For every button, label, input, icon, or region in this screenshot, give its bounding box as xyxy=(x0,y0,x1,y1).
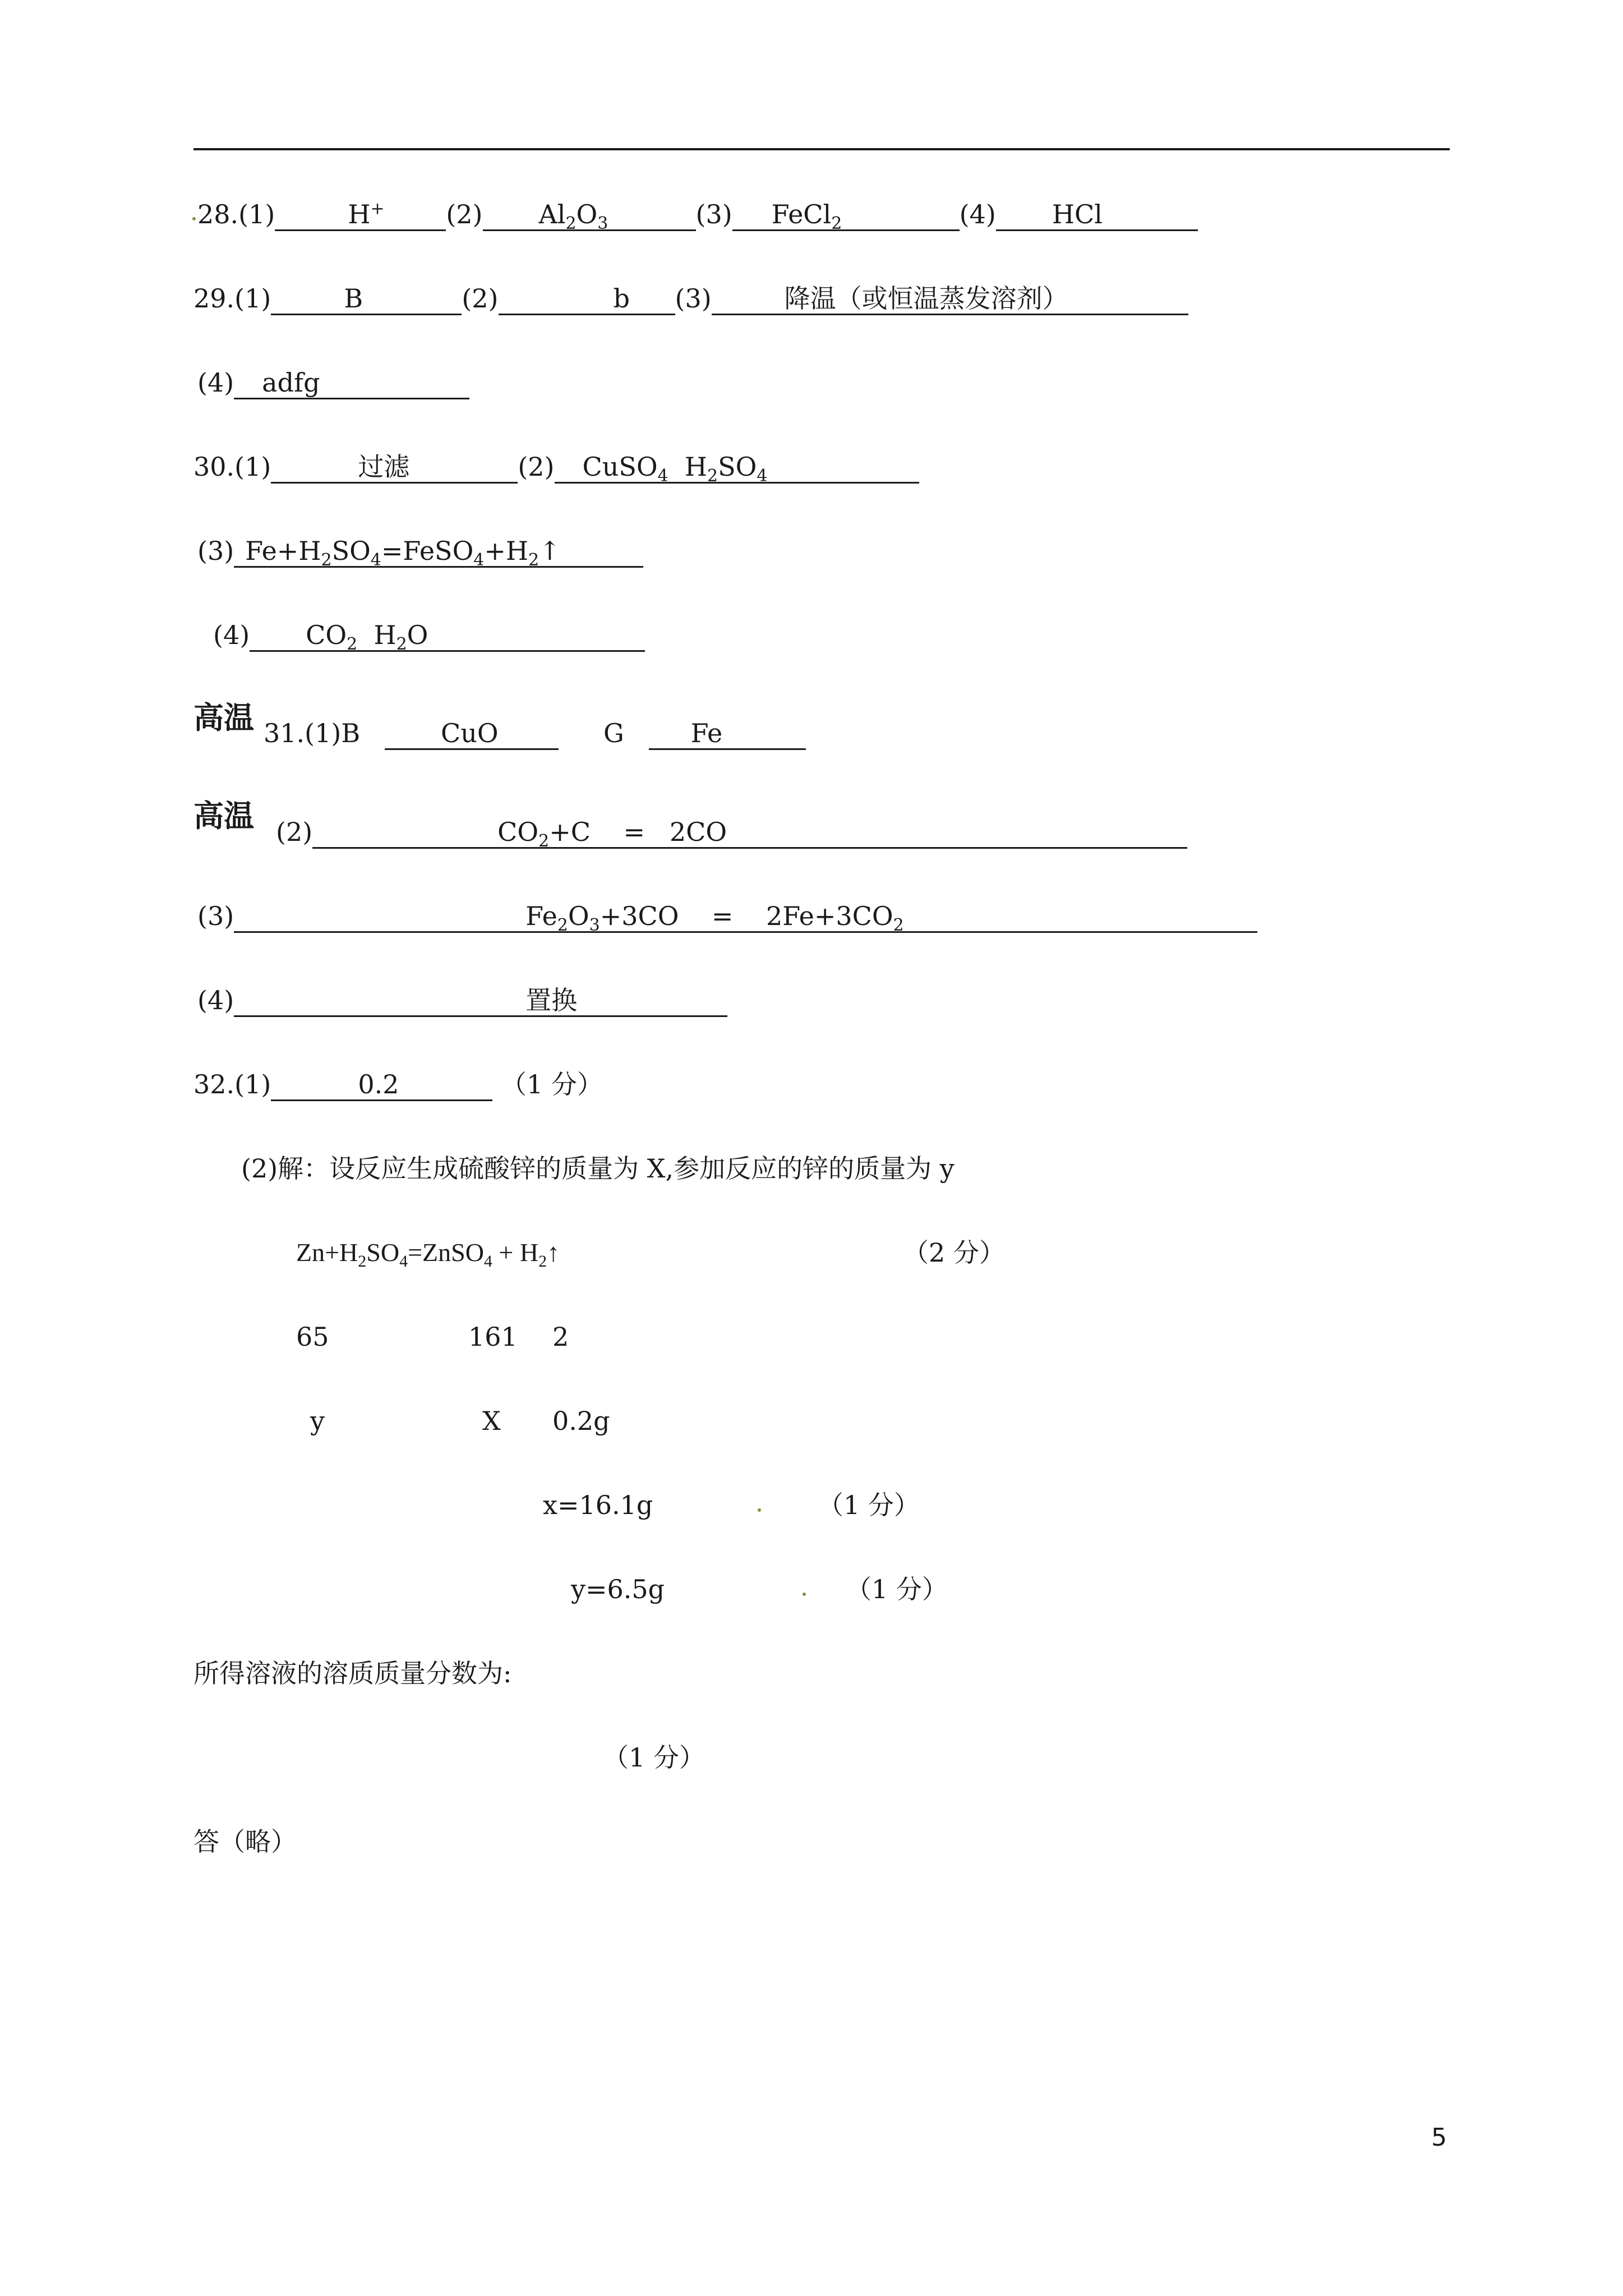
q30-answer2: CuSO$_4$ $H_2SO_4$ xyxy=(555,452,919,484)
q31-answer-g: Fe xyxy=(649,718,806,750)
score-y: （1 分） xyxy=(846,1574,948,1604)
q29-number: 29. xyxy=(193,283,235,314)
q31-line3 xyxy=(197,899,1257,936)
q32-line xyxy=(193,1068,603,1101)
q29-answer3: 降温（或恒温蒸发溶剂） xyxy=(712,283,1188,315)
q29-part4-label: (4) xyxy=(197,367,234,398)
q29-part3-label: (3) xyxy=(675,283,712,314)
q31-g-label: G xyxy=(603,718,624,748)
q31-part1-label: (1)B xyxy=(305,718,361,748)
q29-part1-label: (1) xyxy=(234,283,271,314)
q32-score-eq: （2 分） xyxy=(903,1237,1005,1268)
q31-part2-label: (2) xyxy=(276,817,313,847)
arrow-up-icon: ↑ xyxy=(547,1238,560,1267)
q31-answer-b: CuO xyxy=(385,718,559,750)
arrow-up-icon: ↑ xyxy=(539,536,561,566)
q29-answer4: adfg xyxy=(234,367,469,399)
fraction-label: 所得溶液的溶质质量分数为: xyxy=(193,1658,512,1688)
answer-omitted: 答（略） xyxy=(193,1826,297,1857)
y-result: y=6.5g xyxy=(571,1574,665,1604)
ratio-65: 65 xyxy=(296,1322,329,1352)
page-number: 5 xyxy=(1431,2123,1447,2152)
x-result: x=16.1g xyxy=(543,1490,653,1520)
q31-line4 xyxy=(197,983,727,1017)
q30-answer3: $Fe+H_2SO_4=FeSO_4+H_2↑$ xyxy=(234,536,643,568)
q32-equation: $Zn+H_2SO_4=ZnSO_4$ + $H_2↑$ xyxy=(296,1238,560,1271)
q30-line4 xyxy=(213,618,645,655)
q28-answer4: HCl xyxy=(996,199,1198,231)
q31-answer2: $CO_2+C$ = 2CO xyxy=(312,817,1187,849)
q30-part2-label: (2) xyxy=(518,452,555,482)
q30-answer1: 过滤 xyxy=(271,452,518,484)
q31-line2 xyxy=(276,815,1187,852)
q30-answer4: $CO_2$ $H_2O$ xyxy=(250,620,645,652)
q31-number: 31. xyxy=(264,718,305,748)
q28-part2-label: (2) xyxy=(446,199,483,229)
q29-answer1: B xyxy=(271,283,462,315)
score-fraction: （1 分） xyxy=(603,1742,705,1773)
q31-line xyxy=(264,716,806,750)
q28-answer1: H+ xyxy=(275,199,446,231)
header-rule xyxy=(193,148,1450,150)
var-y: y xyxy=(310,1406,325,1436)
var-x: X xyxy=(482,1406,501,1436)
q28-answer3: FeCl$_2$ xyxy=(732,199,960,231)
q30-line xyxy=(193,450,919,484)
q32-answer1: 0.2 xyxy=(271,1069,492,1101)
q28-line xyxy=(197,197,1198,234)
q29-line2 xyxy=(197,366,469,399)
q32-solve-text: (2)解：设反应生成硫酸锌的质量为 X,参加反应的锌的质量为 y xyxy=(241,1153,955,1184)
gaowen-label-1: 高温 xyxy=(193,700,254,735)
ratio-161: 161 xyxy=(468,1322,518,1352)
stray-dot xyxy=(758,1508,761,1512)
q28-number: 28. xyxy=(197,199,239,229)
q29-line xyxy=(193,282,1188,315)
score-x: （1 分） xyxy=(818,1490,920,1520)
q32-number: 32. xyxy=(193,1069,235,1099)
q28-part3-label: (3) xyxy=(695,199,732,229)
q30-number: 30. xyxy=(193,452,235,482)
q32-score1: （1 分） xyxy=(500,1069,603,1099)
q31-answer4: 置换 xyxy=(234,985,727,1017)
stray-dot xyxy=(803,1593,806,1596)
q28-part1-label: (1) xyxy=(238,199,275,229)
q30-part3-label: (3) xyxy=(197,536,234,566)
q31-part3-label: (3) xyxy=(197,901,234,931)
q28-part4-label: (4) xyxy=(959,199,996,229)
q31-part4-label: (4) xyxy=(197,985,234,1015)
ratio-2: 2 xyxy=(552,1322,569,1352)
q29-part2-label: (2) xyxy=(462,283,499,314)
gaowen-label-2: 高温 xyxy=(193,798,254,834)
stray-dot xyxy=(192,217,196,220)
q30-part4-label: (4) xyxy=(213,620,250,650)
q29-answer2: b xyxy=(499,283,675,315)
q30-part1-label: (1) xyxy=(234,452,271,482)
q28-answer2: $Al_2O_3$ xyxy=(483,199,696,231)
q30-line3 xyxy=(197,534,643,568)
q32-part1-label: (1) xyxy=(234,1069,271,1099)
q31-answer3: $Fe_2O_3+3CO$ = $2Fe+3CO_2$ xyxy=(234,901,1257,933)
value-h2: 0.2g xyxy=(552,1406,610,1436)
